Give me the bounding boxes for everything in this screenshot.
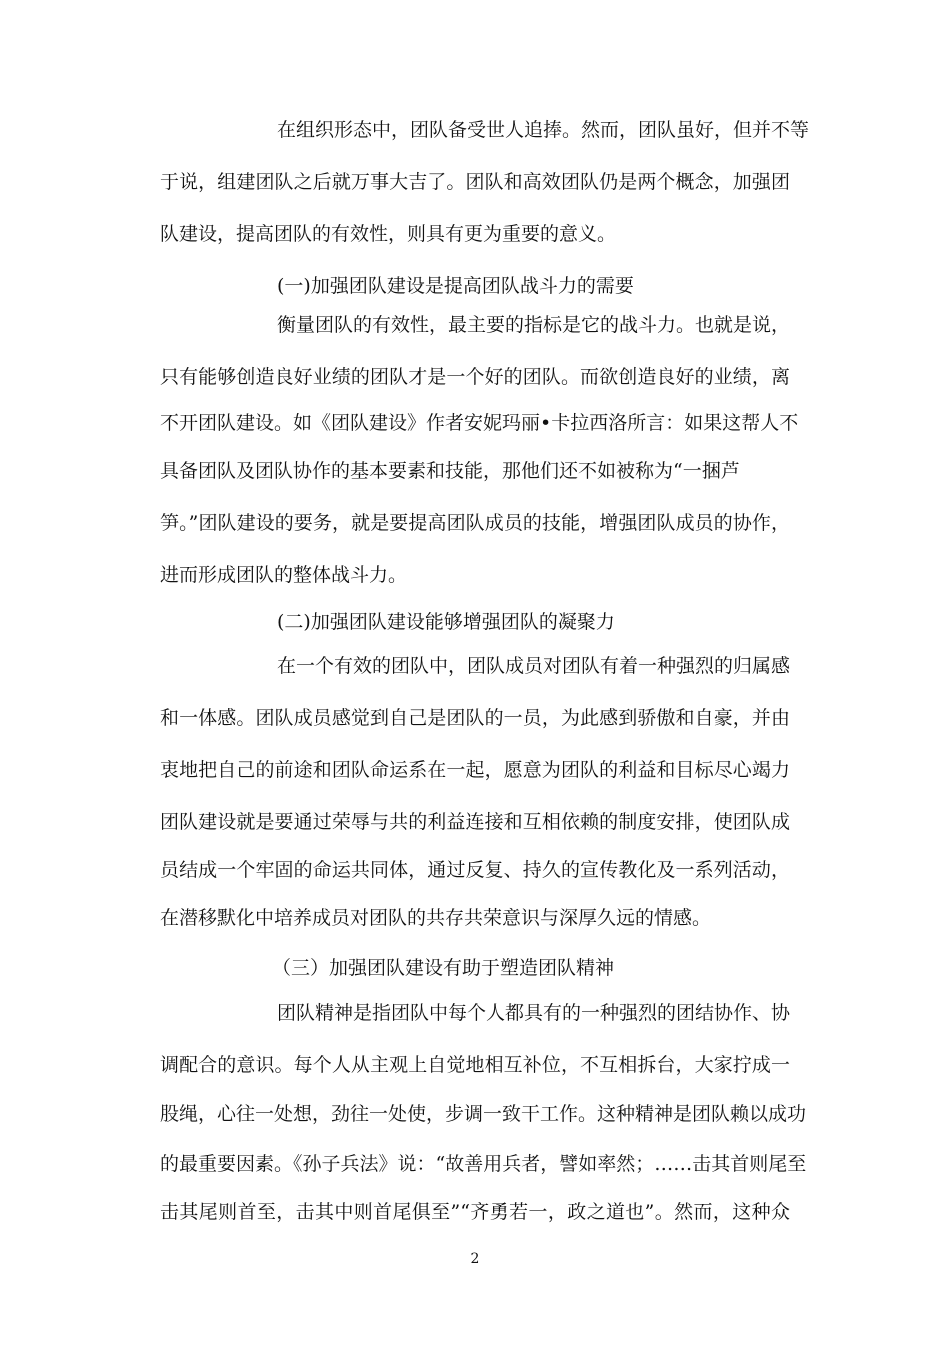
section-heading-2: (二)加强团队建设能够增强团队的凝聚力 xyxy=(277,611,615,633)
paragraph-line: 调配合的意识。每个人从主观上自觉地相互补位，不互相拆台，大家拧成一 xyxy=(160,1054,790,1076)
paragraph-line: 在组织形态中，团队备受世人追捧。然而，团队虽好，但并不等 xyxy=(277,119,810,141)
paragraph-line: 击其尾则首至，击其中则首尾俱至”“齐勇若一，政之道也”。然而，这种众 xyxy=(160,1201,790,1223)
section-heading-3: （三）加强团队建设有助于塑造团队精神 xyxy=(272,957,615,979)
section-heading-1: (一)加强团队建设是提高团队战斗力的需要 xyxy=(277,275,634,297)
paragraph-line: 团队建设就是要通过荣辱与共的利益连接和互相依赖的制度安排，使团队成 xyxy=(160,811,790,833)
paragraph-line: 在一个有效的团队中，团队成员对团队有着一种强烈的归属感 xyxy=(277,655,791,677)
paragraph-line: 具备团队及团队协作的基本要素和技能，那他们还不如被称为“一捆芦 xyxy=(160,460,740,482)
paragraph-line: 队建设，提高团队的有效性，则具有更为重要的意义。 xyxy=(160,223,617,245)
paragraph-line: 笋。”团队建设的要务，就是要提高团队成员的技能，增强团队成员的协作， xyxy=(160,512,790,534)
paragraph-line: 股绳，心往一处想，劲往一处使，步调一致干工作。这种精神是团队赖以成功 xyxy=(160,1103,807,1125)
page-number: 2 xyxy=(470,1251,480,1267)
paragraph-line: 团队精神是指团队中每个人都具有的一种强烈的团结协作、协 xyxy=(277,1002,791,1024)
paragraph-line: 进而形成团队的整体战斗力。 xyxy=(160,564,408,586)
paragraph-line: 在潜移默化中培养成员对团队的共存共荣意识与深厚久远的情感。 xyxy=(160,907,712,929)
paragraph-line: 不开团队建设。如《团队建设》作者安妮玛丽•卡拉西洛所言：如果这帮人不 xyxy=(160,412,799,434)
paragraph-line: 和一体感。团队成员感觉到自己是团队的一员，为此感到骄傲和自豪，并由 xyxy=(160,707,790,729)
paragraph-line: 员结成一个牢固的命运共同体，通过反复、持久的宣传教化及一系列活动， xyxy=(160,859,790,881)
paragraph-line: 于说，组建团队之后就万事大吉了。团队和高效团队仍是两个概念，加强团 xyxy=(160,171,790,193)
paragraph-line: 的最重要因素。《孙子兵法》说：“故善用兵者，譬如率然；……击其首则尾至 xyxy=(160,1153,807,1175)
paragraph-line: 衷地把自己的前途和团队命运系在一起，愿意为团队的利益和目标尽心竭力 xyxy=(160,759,790,781)
paragraph-line: 衡量团队的有效性，最主要的指标是它的战斗力。也就是说， xyxy=(277,314,791,336)
paragraph-line: 只有能够创造良好业绩的团队才是一个好的团队。而欲创造良好的业绩，离 xyxy=(160,366,790,388)
